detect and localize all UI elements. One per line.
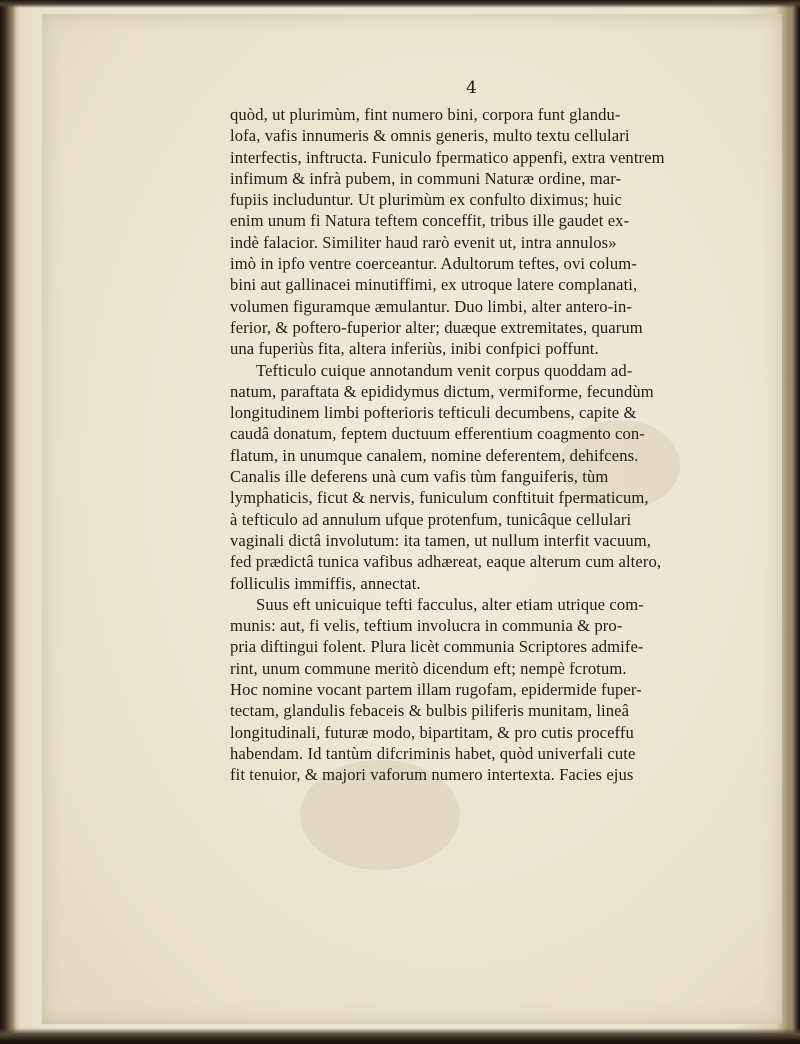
text-line: lymphaticis, ficut & nervis, funiculum conftituit fpermaticum,	[230, 488, 649, 508]
text-line: à tefticulo ad annulum ufque protenfum, tunicâque cellulari	[230, 509, 632, 529]
text-line: fit tenuior, & majori vaforum numero intertexta. Facies ejus	[230, 765, 634, 785]
text-line: Canalis ille deferens unà cum vafis tùm fanguiferis, tùm	[230, 467, 609, 487]
text-line: una fuperiùs fita, altera inferiùs, inibi confpici poffunt.	[230, 339, 599, 359]
text-line: indè falacior. Similiter haud rarò evenit ut, intra annulos»	[230, 232, 617, 252]
text-line: Hoc nomine vocant partem illam rugofam, epidermide fuper-	[230, 680, 642, 700]
text-line: munis: aut, fi velis, teftium involucra in communia & pro-	[230, 616, 623, 636]
text-line: enim unum fi Natura teftem conceffit, tribus ille gaudet ex-	[230, 211, 630, 231]
text-line: flatum, in unumque canalem, nomine deferentem, dehifcens.	[230, 445, 639, 465]
text-line: fed prædictâ tunica vafibus adhæreat, eaque alterum cum altero,	[230, 552, 662, 572]
paragraph-start-line: Suus eft unicuique tefti facculus, alter etiam utrique com-	[256, 594, 644, 614]
text-line: longitudinem limbi pofterioris tefticuli decumbens, capite &	[230, 403, 637, 423]
text-line: caudâ donatum, feptem ductuum efferentium coagmento con-	[230, 424, 645, 444]
text-line: bini aut gallinacei minutiffimi, ex utroque latere complanati,	[230, 275, 638, 295]
text-line: rint, unum commune meritò dicendum eft; nempè fcrotum.	[230, 658, 627, 678]
top-edge-shadow	[0, 0, 800, 8]
text-line: ferior, & poftero-fuperior alter; duæque extremitates, quarum	[230, 317, 643, 337]
page-number: 4	[466, 78, 477, 98]
body-text	[230, 104, 794, 786]
text-line: pria diftingui folent. Plura licèt communia Scriptores admife-	[230, 637, 644, 657]
text-line: habendam. Id tantùm difcriminis habet, quòd univerfali cute	[230, 743, 636, 763]
text-line: infimum & infrà pubem, in communi Naturæ ordine, mar-	[230, 168, 622, 188]
paragraph-start-line: Tefticulo cuique annotandum venit corpus quoddam ad-	[256, 360, 633, 380]
text-line: lofa, vafis innumeris & omnis generis, multo textu cellulari	[230, 126, 630, 146]
book-spine-shadow	[0, 0, 16, 1044]
text-line: longitudinali, futuræ modo, bipartitam, & pro cutis proceffu	[230, 722, 634, 742]
text-line: tectam, glandulis febaceis & bulbis piliferis munitam, lineâ	[230, 701, 630, 721]
text-line: quòd, ut plurimùm, fint numero bini, corpora funt glandu-	[230, 105, 621, 124]
text-line: folliculis immiffis, annectat.	[230, 573, 421, 593]
bottom-edge-shadow	[0, 1028, 800, 1044]
text-line: natum, paraftata & epididymus dictum, vermiforme, fecundùm	[230, 381, 654, 401]
text-line: vaginali dictâ involutum: ita tamen, ut nullum interfit vacuum,	[230, 530, 652, 550]
text-line: interfectis, inftructa. Funiculo fpermatico appenfi, extra ventrem	[230, 147, 665, 167]
text-line: fupiis includuntur. Ut plurimùm ex confulto diximus; huic	[230, 190, 622, 210]
text-line: volumen figuramque æmulantur. Duo limbi, alter antero-in-	[230, 296, 633, 316]
text-line: imò in ipfo ventre coerceantur. Adultorum teftes, ovi colum-	[230, 254, 637, 274]
